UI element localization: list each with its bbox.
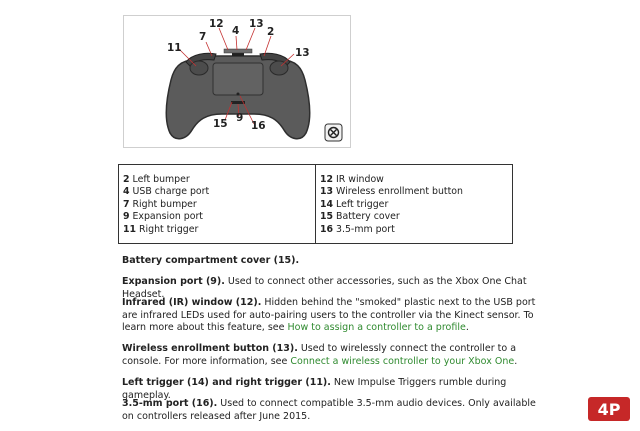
triggers-title: Left trigger (14) and right trigger (11).	[122, 377, 331, 388]
part-row: 14 Left trigger	[320, 198, 389, 210]
callout-13-top: 13	[249, 18, 264, 30]
connect-controller-link[interactable]: Connect a wireless controller to your Xbox One	[290, 355, 515, 367]
part-row: 16 3.5-mm port	[320, 223, 395, 235]
wireless-title: Wireless enrollment button (13).	[122, 343, 298, 354]
infrared-description: Infrared (IR) window (12). Hidden behind the "smoked" plastic next to the USB port are infrared LEDs used for auto-pairing users to the controller via the Kinect sensor. To learn more about this feature, see How to assign a controller to a profile.	[122, 297, 536, 334]
profile-help-link[interactable]: How to assign a controller to a profile	[287, 322, 466, 334]
left-trigger-shape	[270, 61, 288, 75]
callout-2: 2	[267, 26, 275, 38]
parts-column-right	[316, 165, 513, 244]
callout-12: 12	[209, 18, 224, 30]
controller-diagram	[123, 15, 351, 148]
part-row: 2 Left bumper	[123, 174, 190, 185]
callout-13-right: 13	[295, 47, 310, 59]
callout-15: 15	[213, 118, 228, 130]
infrared-title: Infrared (IR) window (12).	[122, 297, 262, 308]
parts-legend-table	[118, 164, 513, 244]
controller-illustration	[124, 16, 352, 149]
callout-11: 11	[167, 42, 182, 54]
battery-title: Battery compartment cover (15).	[122, 255, 300, 266]
site-logo-text: 4P	[597, 400, 621, 419]
part-row: 11 Right trigger	[123, 223, 199, 235]
callout-9: 9	[236, 112, 244, 124]
audio-port	[237, 93, 240, 96]
expansion-title: Expansion port (9).	[122, 276, 225, 287]
xbox-button-icon	[325, 124, 342, 141]
parts-column-left	[119, 165, 316, 244]
callout-7: 7	[199, 31, 207, 43]
expansion-description: Expansion port (9). Used to connect other accessories, such as the Xbox One Chat Headset.	[122, 276, 527, 300]
wireless-description: Wireless enrollment button (13). Used to wirelessly connect the controller to a console. For more information, see Connect a wireless controller to your Xbox One.	[122, 343, 518, 367]
part-row: 4 USB charge port	[123, 186, 210, 198]
callout-4: 4	[232, 25, 240, 37]
part-row: 7 Right bumper	[123, 198, 197, 210]
part-row: 15 Battery cover	[320, 211, 400, 223]
triggers-description: Left trigger (14) and right trigger (11). New Impulse Triggers rumble during gameplay.	[122, 377, 507, 401]
callout-16: 16	[251, 120, 266, 132]
site-logo	[588, 397, 630, 421]
part-row: 9 Expansion port	[123, 211, 203, 223]
battery-description	[122, 255, 542, 268]
audio-port-description: 3.5-mm port (16). Used to connect compatible 3.5-mm audio devices. Only available on controllers released after June 2015.	[122, 398, 536, 422]
part-row: 12 IR window	[320, 174, 384, 185]
part-row: 13 Wireless enrollment button	[320, 186, 463, 198]
battery-cover	[213, 63, 263, 95]
audio-port-title: 3.5-mm port (16).	[122, 398, 218, 409]
